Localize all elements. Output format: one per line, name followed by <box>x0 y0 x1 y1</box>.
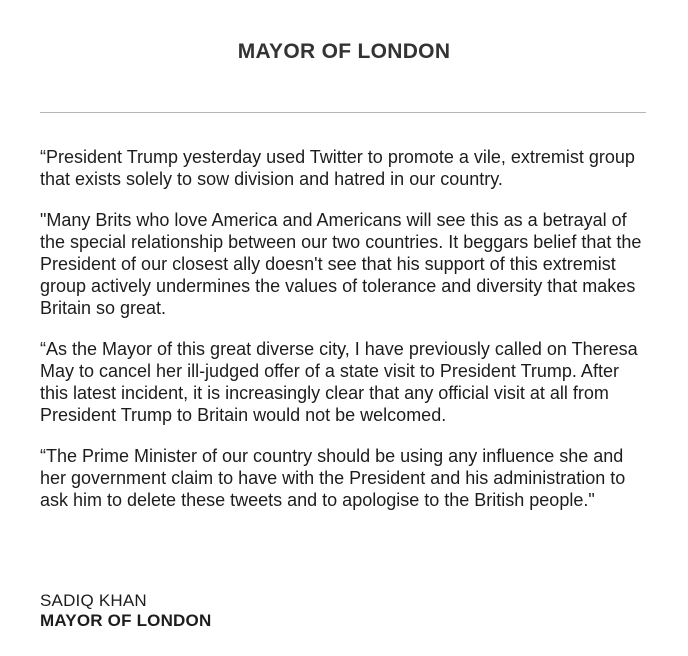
signature-block <box>40 591 211 631</box>
statement-paragraph-3: “As the Mayor of this great diverse city, I have previously called on Theresa May to cancel her ill-judged offer of a state visit to President Trump. After this latest incident, it is increasingly clear that any official visit at all from President Trump to Britain would not be welcomed. <box>40 339 638 425</box>
statement-paragraph-2: "Many Brits who love America and Americans will see this as a betrayal of the special relationship between our two countries. It beggars belief that the President of our closest ally doesn't see that his support of this extremist group actively undermines the values of tolerance and diversity that makes Britain so great. <box>40 210 642 318</box>
statement-paragraph-4: “The Prime Minister of our country should be using any influence she and her government claim to have with the President and his administration to ask him to delete these tweets and to apologise to the British people." <box>40 446 626 510</box>
signature-name: SADIQ KHAN <box>40 591 147 610</box>
signature-title: MAYOR OF LONDON <box>40 611 212 630</box>
statement-paragraph-1: “President Trump yesterday used Twitter to promote a vile, extremist group that exists solely to sow division and hatred in our country. <box>40 147 635 189</box>
statement-body <box>40 146 650 530</box>
header-title: MAYOR OF LONDON <box>237 40 451 63</box>
header-divider <box>40 112 646 113</box>
